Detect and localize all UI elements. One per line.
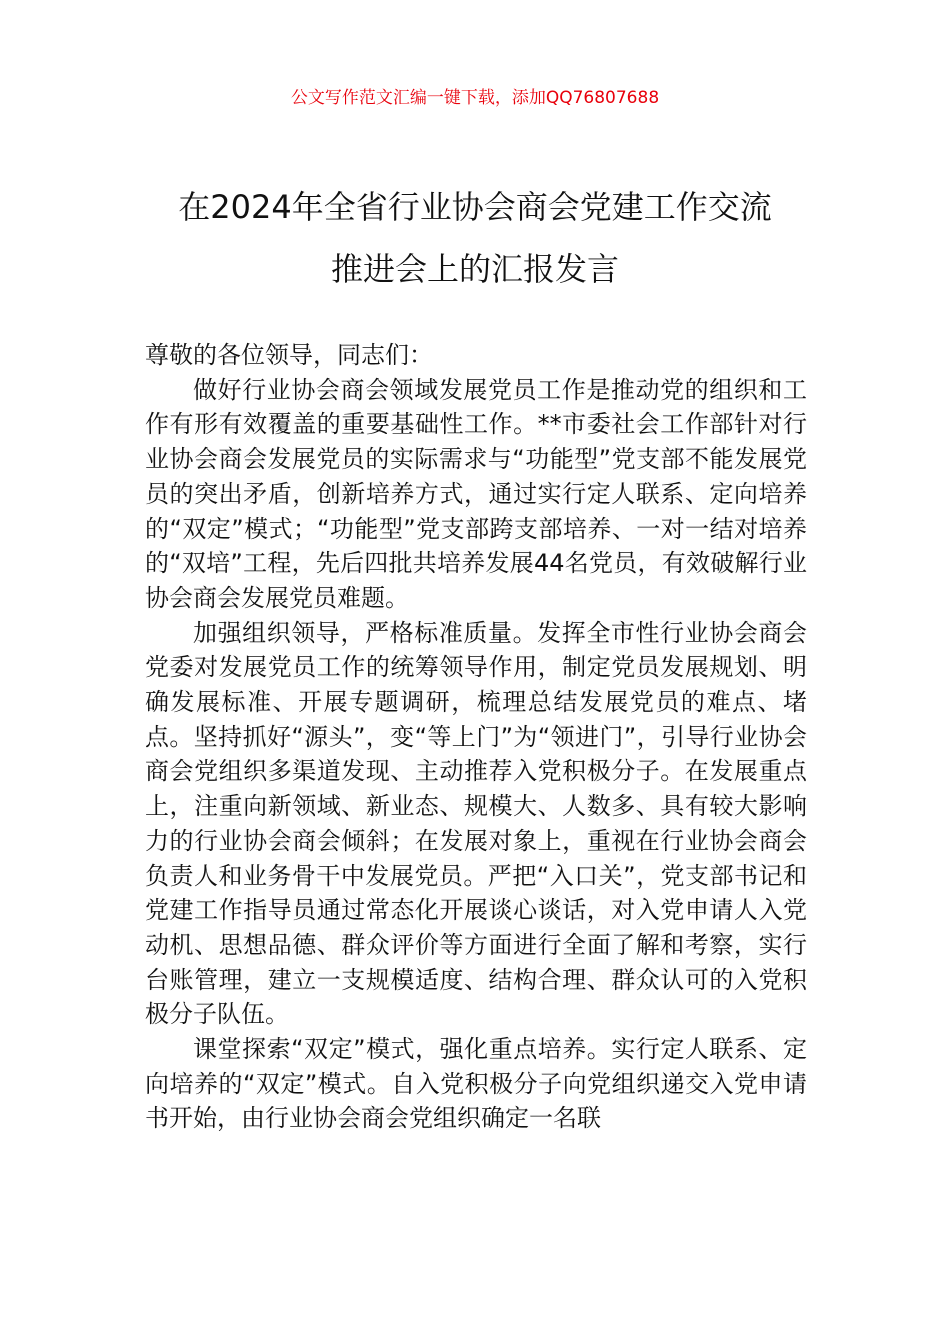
document-title xyxy=(120,176,830,300)
download-banner: 公文写作范文汇编一键下载，添加QQ76807688 xyxy=(290,88,660,108)
paragraph-intro: 做好行业协会商会领域发展党员工作是推动党的组织和工作有形有效覆盖的重要基础性工作。**市委社会工作部针对行业协会商会发展党员的实际需求与“功能型”党支部不能发展党员的突出矛盾，创新培养方式，通过实行定人联系、定向培养的“双定”模式；“功能型”党支部跨支部培养、一对一结对培养的“双培”工程，先后四批共培养发展44名党员，有效破解行业协会商会发展党员难题。 xyxy=(145,375,807,612)
document-title-line-2: 推进会上的汇报发言 xyxy=(330,250,619,288)
document-body xyxy=(145,338,807,1136)
paragraph-organization: 加强组织领导，严格标准质量。发挥全市性行业协会商会党委对发展党员工作的统筹领导作用，制定党员发展规划、明确发展标准、开展专题调研，梳理总结发展党员的难点、堵点。坚持抓好“源头”，变“等上门”为“领进门”，引导行业协会商会党组织多渠道发现、主动推荐入党积极分子。在发展重点上，注重向新领域、新业态、规模大、人数多、具有较大影响力的行业协会商会倾斜；在发展对象上，重视在行业协会商会负责人和业务骨干中发展党员。严把“入口关”，党支部书记和党建工作指导员通过常态化开展谈心谈话，对入党申请人入党动机、思想品德、群众评价等方面进行全面了解和考察，实行台账管理，建立一支规模适度、结构合理、群众认可的入党积极分子队伍。 xyxy=(145,618,807,1029)
document-title-line-1: 在2024年全省行业协会商会党建工作交流 xyxy=(178,188,772,226)
salutation: 尊敬的各位领导，同志们： xyxy=(145,341,433,369)
paragraph-shuangding: 课堂探索“双定”模式，强化重点培养。实行定人联系、定向培养的“双定”模式。自入党积极分子向党组织递交入党申请书开始，由行业协会商会党组织确定一名联 xyxy=(145,1035,807,1133)
